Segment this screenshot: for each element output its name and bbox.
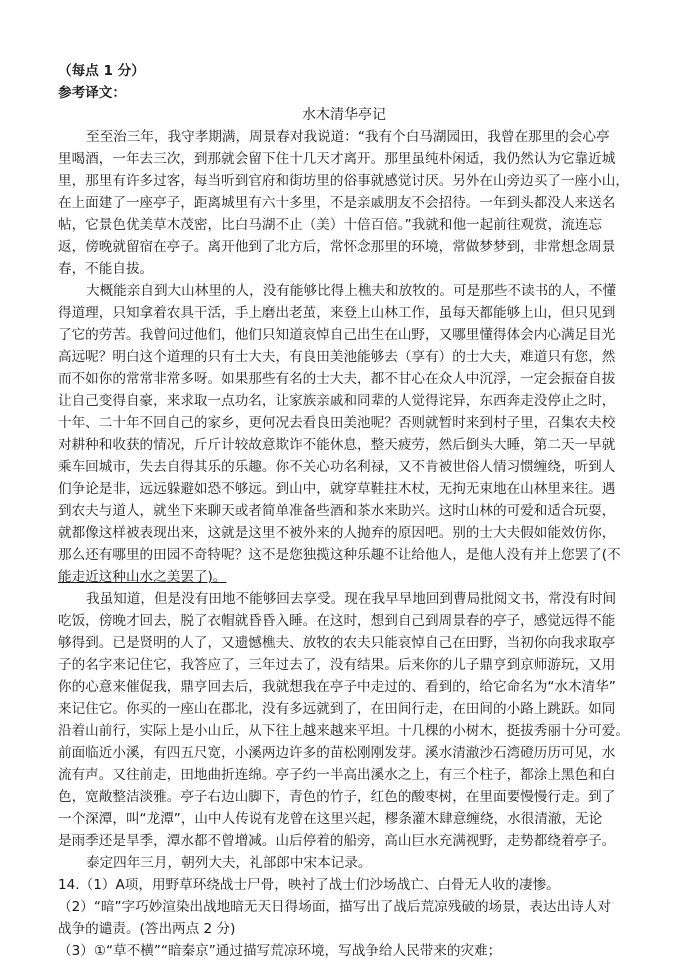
essay-title: 水木清华亭记	[302, 107, 386, 123]
paragraph-line: 而不如你的常常非常多呀。如果那些有名的士大夫，都不甘心在众人中沉浮，一定会振奋自拔	[58, 371, 616, 387]
paragraph-line: 泰定四年三月，朝列大夫，礼部郎中宋本记录。	[86, 855, 372, 871]
paragraph-line: 来记住它。你买的一座山在郡北，没有多远就到了，在田间行走，在田间的小路上跳跃。如同	[58, 701, 616, 717]
paragraph-line: 是雨季还是旱季，潭水都不曾增减。山后停着的船旁，高山巨水充满视野，走势都绕着亭子。	[58, 833, 616, 849]
paragraph-line: 里，那里有许多过客，每当听到官府和街坊里的俗事就感觉讨厌。另外在山旁边买了一座小山，	[58, 173, 629, 189]
paragraph-line: 返，傍晚就留宿在亭子。离开他到了北方后，常怀念那里的环境，常做梦梦到，非常想念周景	[58, 239, 616, 255]
paragraph-line: 你的心意来催促我，鼎亨回去后，我就想我在亭子中走过的、看到的，给它命名为“水木清华”	[58, 679, 616, 695]
answer-14-2-continued: 战争的谴责。(答出两点 2 分)	[58, 921, 236, 937]
paragraph-line: 色，宽敞整洁淡雅。亭子右边山脚下，青色的竹子，红色的酸枣树，在里面要慢慢行走。到了	[58, 789, 616, 805]
answer-14-3: （3）①“草不横”“暗秦京”通过描写荒凉环境，写战争给人民带来的灾难；	[58, 943, 502, 959]
paragraph-line: 了它的劳苦。我曾问过他们，他们只知道哀悼自己出生在山野，又哪里懂得体会内心满足目光	[58, 327, 616, 343]
paragraph-line: 让自己变得自豪，来求取一点功名，让家族亲戚和同辈的人觉得诧异，东西奔走没停止之时，	[58, 393, 616, 409]
reference-translation-label: 参考译文：	[58, 85, 126, 101]
paragraph-line: 高远呢？明白这个道理的只有士大夫，有良田美池能够去（享有）的士大夫，难道只有您，然	[58, 349, 616, 365]
paragraph-line: 帖，它景色优美草木茂密，比白马湖不止（美）十倍百倍。”我就和他一起前往观赏，流连忘	[58, 217, 602, 233]
paragraph-line: 十年、二十年不回自己的家乡，更何况去看良田美池呢？否则就暂时来到村子里，召集农夫校	[58, 415, 616, 431]
paragraph-line: 们争论是非，远远躲避如恐不够远。到山中，就穿草鞋拄木杖，无拘无束地在山林里来往。遇	[58, 481, 616, 497]
paragraph-line: 沿着山前行，实际上是小山丘，从下往上越来越来平坦。十几棵的小树木，挺拔秀丽十分可爱。	[58, 723, 629, 739]
answer-14-1: 14.（1）A项，用野草环绕战士尸骨，映衬了战士们沙场战亡、白骨无人收的凄惨。	[58, 877, 560, 893]
paragraph-line: 够得到。已是贤明的人了，又遗憾樵夫、放牧的农夫只能哀悼自己在田野，当初你向我求取亭	[58, 635, 616, 651]
paragraph-line: 在上面建了一座亭子，距离城里有六十多里，不是亲戚朋友不会招待。一年到头都没人来送名	[58, 195, 616, 211]
paragraph-line: 流有声。又往前走，田地曲折连绵。亭子约一半高出溪水之上，有三个柱子，都涂上黑色和白	[58, 767, 616, 783]
paragraph-line: 对耕种和收获的情况，斤斤计较故意欺诈不能休息，整天疲劳，然后倒头大睡，第二天一早就	[58, 437, 616, 453]
paragraph-line: 至至治三年，我守孝期满，周景春对我说道：“我有个白马湖园田，我曾在那里的会心亭	[86, 129, 610, 145]
paragraph-line: 我虽知道，但是没有田地不能够回去享受。现在我早早地回到曹局批阅文书，常没有时间	[86, 591, 617, 607]
paragraph-line: 前面临近小溪，有四五尺宽，小溪两边许多的苗松刚刚发芽。溪水清澈沙石湾磴历历可见，水	[58, 745, 616, 761]
paragraph-line: 到农夫与道人，就坐下来聊天或者简单准备些酒和茶水来助兴。这时山林的可爱和适合玩耍，	[58, 503, 616, 519]
answer-14-2: （2）“暗”字巧妙渲染出战地暗无天日得场面，描写出了战后荒凉残破的场景，表达出诗人对	[58, 899, 611, 915]
score-note: （每点 1 分）	[58, 63, 145, 79]
paragraph-line: 春，不能自拔。	[58, 261, 154, 277]
paragraph-line: 吃饭，傍晚才回去，脱了衣帽就昏昏入睡。在这时，想到自己到周景春的亭子，感觉远得不能	[58, 613, 616, 629]
paragraph-line: 那么还有哪里的田园不奇特呢？这不是您独揽这种乐趣不让给他人，是他人没有并上您罢了(不	[58, 547, 621, 563]
paragraph-line: 得道理，只知拿着农具干活，手上磨出老茧，来登上山林工作，虽每天都能够上山，但只见到	[58, 305, 616, 321]
paragraph-line: 乘车回城市，失去自得其乐的乐趣。你不关心功名利禄，又不肯被世俗人情习惯缠绕，听到人	[58, 459, 616, 475]
paragraph-line: 能走近这种山水之美罢了)。	[58, 569, 227, 585]
paragraph-line: 里喝酒，一年去三次，到那就会留下住十几天才离开。那里虽纯朴闲适，我仍然认为它靠近城	[58, 151, 616, 167]
paragraph-line: 就都像这样被表现出来，这就是这里不被外来的人抛弃的原因吧。别的士大夫假如能效仿你，	[58, 525, 616, 541]
paragraph-line: 一个深潭，叫“龙潭”，山中人传说有龙曾在这里兴起，樛条灌木肆意缠绕，水很清澈，无论	[58, 811, 603, 827]
paragraph-line: 大概能亲自到大山林里的人，没有能够比得上樵夫和放牧的。可是那些不读书的人，不懂	[86, 283, 617, 299]
paragraph-line: 子的名字来记住它，我答应了，三年过去了，没有结果。后来你的儿子鼎亨到京师游玩，又用	[58, 657, 616, 673]
